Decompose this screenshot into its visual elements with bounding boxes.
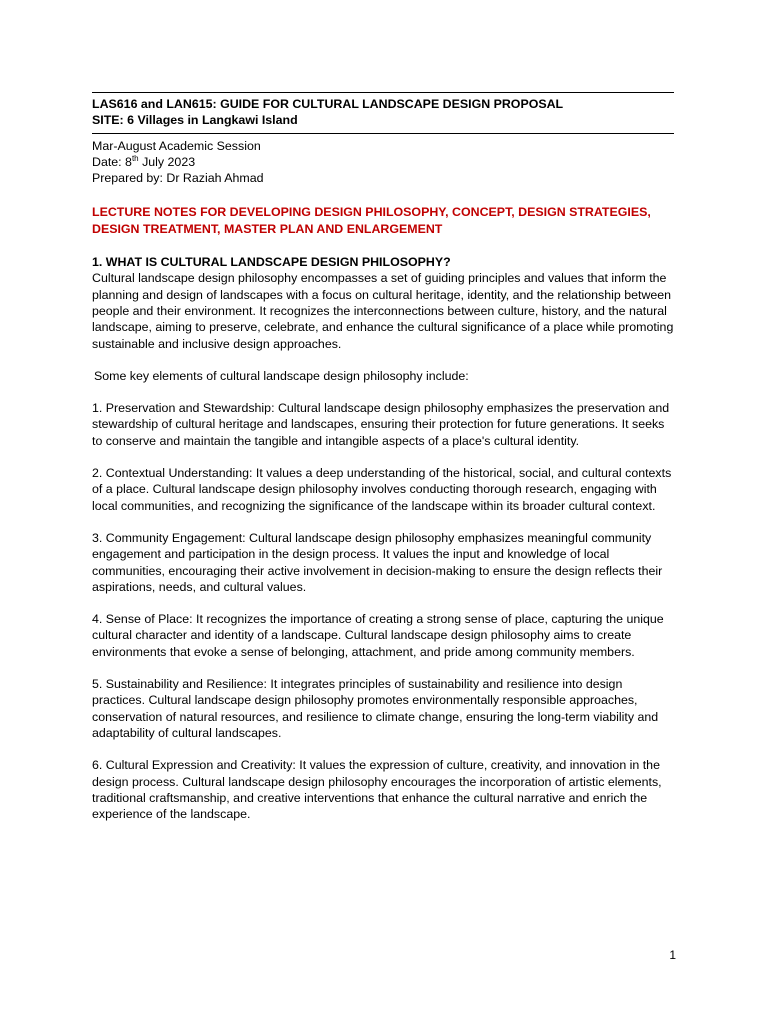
site-line: SITE: 6 Villages in Langkawi Island — [92, 113, 298, 128]
section-1-body: Cultural landscape design philosophy encompasses a set of guiding principles and values that inform the planning and design of landscapes with a focus on cultural heritage, identity, and the relationship between people and their environment. It recognizes the interconnections between culture, history, and the natural landscape, aiming to preserve, celebrate, and enhance the cultural significance of a place while promoting sustainable and inclusive design approaches. — [92, 271, 674, 351]
document-header — [92, 96, 674, 129]
date-superscript: th — [131, 153, 139, 163]
date-suffix: July 2023 — [138, 154, 196, 169]
key-elements-intro: Some key elements of cultural landscape design philosophy include: — [94, 368, 469, 383]
course-title: LAS616 and LAN615: GUIDE FOR CULTURAL LANDSCAPE DESIGN PROPOSAL — [92, 97, 564, 111]
date-line — [92, 154, 674, 170]
key-element-6: 6. Cultural Expression and Creativity: It values the expression of culture, creativity, and innovation in the design process. Cultural landscape design philosophy encourages the incorporation of artistic elements, traditional craftsmanship, and creative interventions that enhance the cultural narrative and enrich the experience of the landscape. — [92, 758, 662, 822]
key-element-1: 1. Preservation and Stewardship: Cultural landscape design philosophy emphasizes the preservation and stewardship of cultural heritage and landscapes, ensuring their protection for future generations. It seeks to conserve and maintain the tangible and intangible aspects of a place's cultural identity. — [92, 401, 670, 448]
key-element-4: 4. Sense of Place: It recognizes the importance of creating a strong sense of place, capturing the unique cultural character and identity of a landscape. Cultural landscape design philosophy aims to create environments that evoke a sense of belonging, attachment, and pride among community members. — [92, 612, 664, 659]
page-number: 1 — [669, 948, 676, 962]
session-line: Mar-August Academic Session — [92, 138, 261, 153]
section-1-title: 1. WHAT IS CULTURAL LANDSCAPE DESIGN PHILOSOPHY? — [92, 255, 451, 270]
date-prefix: Date: 8 — [92, 154, 132, 169]
document-meta — [92, 138, 674, 187]
key-element-5: 5. Sustainability and Resilience: It integrates principles of sustainability and resilience into design practices. Cultural landscape design philosophy promotes environmentally responsible approaches, conservation of natural resources, and resilience to climate change, ensuring the long-term viability and adaptability of cultural landscapes. — [92, 677, 659, 740]
top-rule — [92, 92, 674, 93]
key-element-2: 2. Contextual Understanding: It values a deep understanding of the historical, social, and cultural contexts of a place. Cultural landscape design philosophy involves conducting thorough research, engaging with local communities, and recognizing the significance of the landscape within its broader cultural context. — [92, 466, 672, 513]
header-rule — [92, 133, 674, 134]
document-page — [92, 92, 674, 822]
lecture-heading: LECTURE NOTES FOR DEVELOPING DESIGN PHILOSOPHY, CONCEPT, DESIGN STRATEGIES, DESIGN TREATMENT, MASTER PLAN AND ENLARGEMENT — [92, 205, 651, 236]
key-element-3: 3. Community Engagement: Cultural landscape design philosophy emphasizes meaningful community engagement and participation in the design process. It values the input and knowledge of local communities, encouraging their active involvement in decision-making to ensure the design reflects their aspirations, needs, and cultural values. — [92, 530, 663, 594]
prepared-by-line: Prepared by: Dr Raziah Ahmad — [92, 171, 264, 186]
